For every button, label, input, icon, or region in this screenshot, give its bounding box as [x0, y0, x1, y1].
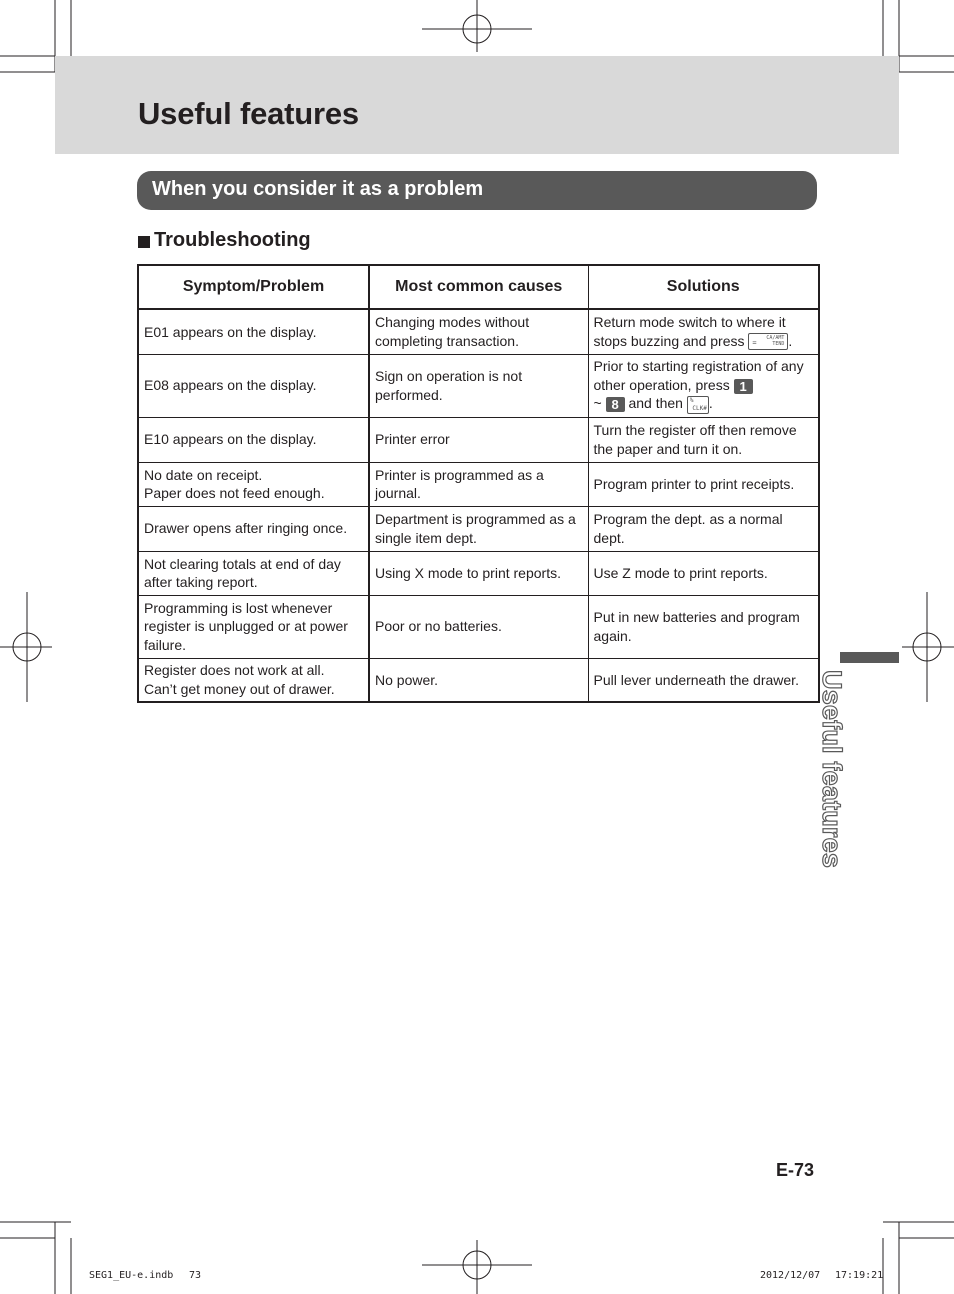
page-number: E-73 — [776, 1160, 815, 1180]
table-row — [138, 462, 819, 506]
percent-clk-key-icon — [687, 396, 709, 414]
symptom-text: Paper does not feed enough. — [144, 485, 325, 501]
symptom-cell: E08 appears on the display. — [138, 354, 369, 417]
cause-cell: No power. — [369, 658, 588, 702]
square-bullet-icon — [138, 236, 150, 248]
table-row — [138, 506, 819, 551]
key-1-icon: 1 — [734, 379, 753, 394]
solution-cell: Program the dept. as a normal dept. — [588, 506, 819, 551]
column-header-solutions: Solutions — [588, 265, 819, 309]
key-label: TEND — [772, 341, 785, 348]
solution-cell: Turn the register off then remove the paper and turn it on. — [588, 417, 819, 462]
symptom-cell — [138, 462, 369, 506]
symptom-cell: Not clearing totals at end of day after taking report. — [138, 551, 369, 595]
solution-cell: Put in new batteries and program again. — [588, 595, 819, 658]
solution-text: Prior to starting registration of any other operation, press — [593, 358, 804, 393]
footer-sheet: 73 — [189, 1270, 202, 1281]
subsection-title: Troubleshooting — [154, 229, 311, 251]
symptom-text: Can’t get money out of drawer. — [144, 680, 335, 697]
troubleshooting-table — [137, 264, 820, 703]
key-8-icon: 8 — [606, 397, 625, 412]
cause-cell: Poor or no batteries. — [369, 595, 588, 658]
cause-cell: Using X mode to print reports. — [369, 551, 588, 595]
cause-cell: Sign on operation is not performed. — [369, 354, 588, 417]
table-row — [138, 417, 819, 462]
solution-text: ~ — [593, 395, 602, 412]
period: . — [708, 395, 713, 412]
symptom-cell: Programming is lost whenever register is unplugged or at power failure. — [138, 595, 369, 658]
key-label: CLK# — [692, 404, 707, 412]
symptom-cell — [138, 658, 369, 702]
symptom-cell: E01 appears on the display. — [138, 309, 369, 354]
key-label: CA/AMT — [766, 335, 785, 342]
key-label: = — [752, 339, 757, 348]
footer-time: 17:19:21 — [835, 1270, 884, 1281]
side-tab-label — [816, 670, 874, 869]
cause-cell: Changing modes without completing transaction. — [369, 309, 588, 354]
footer-file: SEG1_EU-e.indb — [89, 1270, 174, 1281]
table-row — [138, 309, 819, 354]
table-row — [138, 551, 819, 595]
period: . — [788, 332, 793, 349]
side-tab-marker — [840, 652, 899, 663]
solution-cell: Use Z mode to print reports. — [588, 551, 819, 595]
ca-amt-tend-key-icon — [748, 333, 788, 350]
symptom-text: Register does not work at all. — [144, 662, 325, 679]
cause-cell: Printer error — [369, 417, 588, 462]
table-row — [138, 658, 819, 702]
table-row — [138, 354, 819, 417]
page-title: Useful features — [138, 96, 359, 131]
symptom-text: No date on receipt. — [144, 466, 263, 483]
section-heading-bar — [137, 171, 817, 210]
subsection-heading — [138, 229, 311, 252]
solution-cell — [588, 309, 819, 354]
table-row — [138, 595, 819, 658]
solution-cell — [588, 354, 819, 417]
symptom-cell: E10 appears on the display. — [138, 417, 369, 462]
solution-cell: Pull lever underneath the drawer. — [588, 658, 819, 702]
solution-text: Return mode switch to where it stops buzzing and press — [593, 314, 786, 349]
column-header-symptom: Symptom/Problem — [138, 265, 369, 309]
cause-cell: Department is programmed as a single item dept. — [369, 506, 588, 551]
column-header-causes: Most common causes — [369, 265, 588, 309]
solution-cell: Program printer to print receipts. — [588, 462, 819, 506]
side-tab-text: Useful features — [817, 670, 847, 869]
footer-date: 2012/12/07 — [760, 1270, 821, 1281]
table-header-row — [138, 265, 819, 309]
key-label: % — [689, 396, 694, 404]
section-heading: When you consider it as a problem — [152, 178, 484, 200]
symptom-cell: Drawer opens after ringing once. — [138, 506, 369, 551]
solution-text: and then — [628, 395, 683, 412]
cause-cell: Printer is programmed as a journal. — [369, 462, 588, 506]
